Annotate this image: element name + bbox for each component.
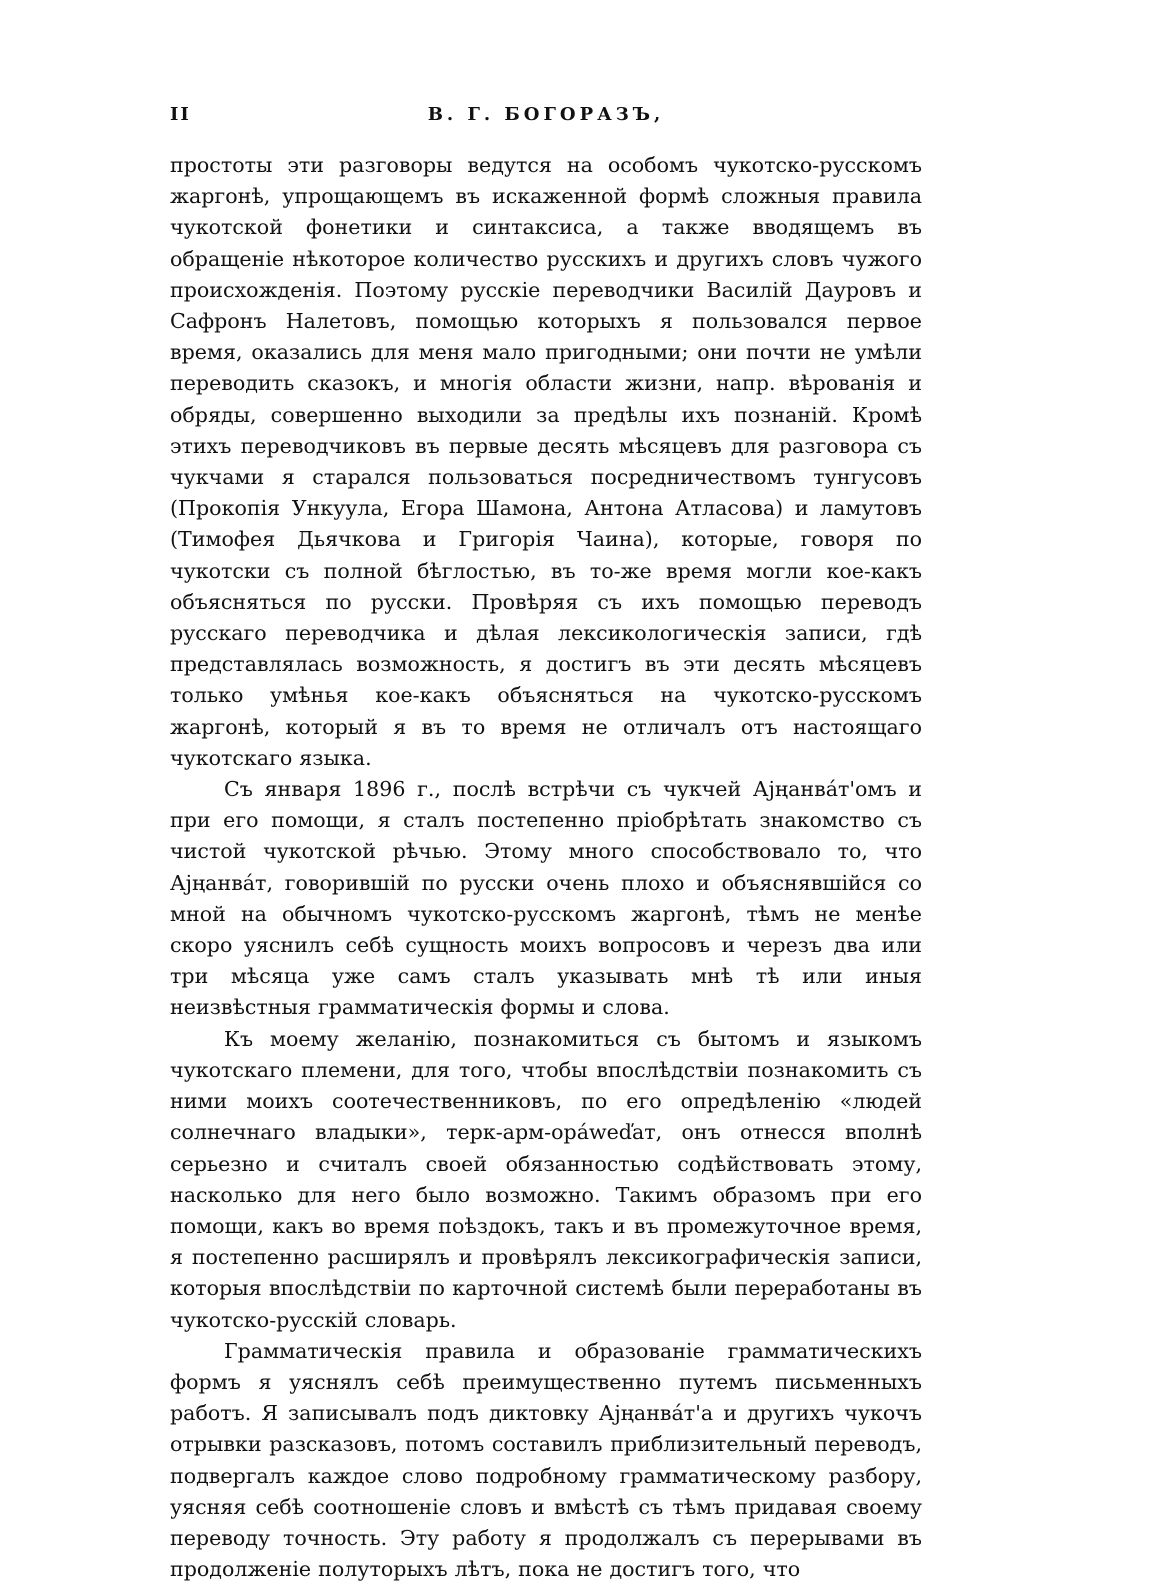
paragraph-continued: простоты эти разговоры ведутся на особомъ чукотско-русскомъ жаргонѣ, упрощающемъ въ искаженной формѣ сложныя правила чукотской фонетики и синтаксиса, а также вводящемъ въ обращеніе нѣкоторое количество русскихъ и другихъ словъ чужого происхожденія. Поэтому русскіе переводчики Василій Дауровъ и Сафронъ Налетовъ, помощью которыхъ я пользовался первое время, оказались для меня мало пригодными; они почти не умѣли переводить сказокъ, и многія области жизни, напр. вѣрованія и обряды, совершенно выходили за предѣлы ихъ познаній. Кромѣ этихъ переводчиковъ въ первые десять мѣсяцевъ для разговора съ чукчами я старался пользоваться посредничествомъ тунгусовъ (Прокопія Ункуула, Егора Шамона, Антона Атласова) и ламутовъ (Тимофея Дьячкова и Григорія Чаина), которые, говоря по чукотски съ полной бѣглостью, въ то-же время могли кое-какъ объясняться по русски. Провѣряя съ ихъ помощью переводъ русскаго переводчика и дѣлая лексикологическія записи, гдѣ представлялась возможность, я достигъ въ эти десять мѣсяцевъ только умѣнья кое-какъ объясняться на чукотско-русскомъ жаргонѣ, который я въ то время не отличалъ отъ настоящаго чукотскаго языка. [170, 153, 922, 770]
page-header [170, 96, 922, 132]
running-head: В. Г. БОГОРАЗЪ, [427, 104, 665, 125]
paragraph: Къ моему желанію, познакомиться съ бытомъ и языкомъ чукотскаго племени, для того, чтобы впослѣдствіи познакомить съ ними моихъ соотечественниковъ, по его опредѣленію «людей солнечнаго владыки», терк-арм-ора́weďат, онъ отнесся вполнѣ серьезно и считалъ своей обязанностью содѣйствовать этому, насколько для него было возможно. Такимъ образомъ при его помощи, какъ во время поѣздокъ, такъ и въ промежуточное время, я постепенно расширялъ и провѣрялъ лексикографическія записи, которыя впослѣдствіи по карточной системѣ были переработаны въ чукотско-русскій словарь. [170, 1026, 922, 1332]
page-number: II [170, 104, 191, 125]
paragraph: Съ января 1896 г., послѣ встрѣчи съ чукчей Аjңанвáт'омъ и при его помощи, я сталъ постепенно пріобрѣтать знакомство съ чистой чукотской рѣчью. Этому много способствовало то, что Аjңанвáт, говорившій по русски очень плохо и объяснявшійся со мной на обычномъ чукотско-русскомъ жаргонѣ, тѣмъ не менѣе скоро уяснилъ себѣ сущность моихъ вопросовъ и черезъ два или три мѣсяца уже самъ сталъ указывать мнѣ тѣ или иныя неизвѣстныя грамматическія формы и слова. [170, 777, 922, 1020]
body-text [170, 150, 922, 1585]
paragraph: Грамматическія правила и образованіе грамматическихъ формъ я уяснялъ себѣ преимущественно путемъ письменныхъ работъ. Я записывалъ подъ диктовку Аjңанвáт'а и другихъ чукочъ отрывки разсказовъ, потомъ составилъ приблизительный переводъ, подвергалъ каждое слово подробному грамматическому разбору, уясняя себѣ соотношеніе словъ и вмѣстѣ съ тѣмъ придавая своему переводу точность. Эту работу я продолжалъ съ перерывами въ продолженіе полуторыхъ лѣтъ, пока не достигъ того, что [170, 1338, 922, 1582]
document-page [170, 96, 922, 1585]
